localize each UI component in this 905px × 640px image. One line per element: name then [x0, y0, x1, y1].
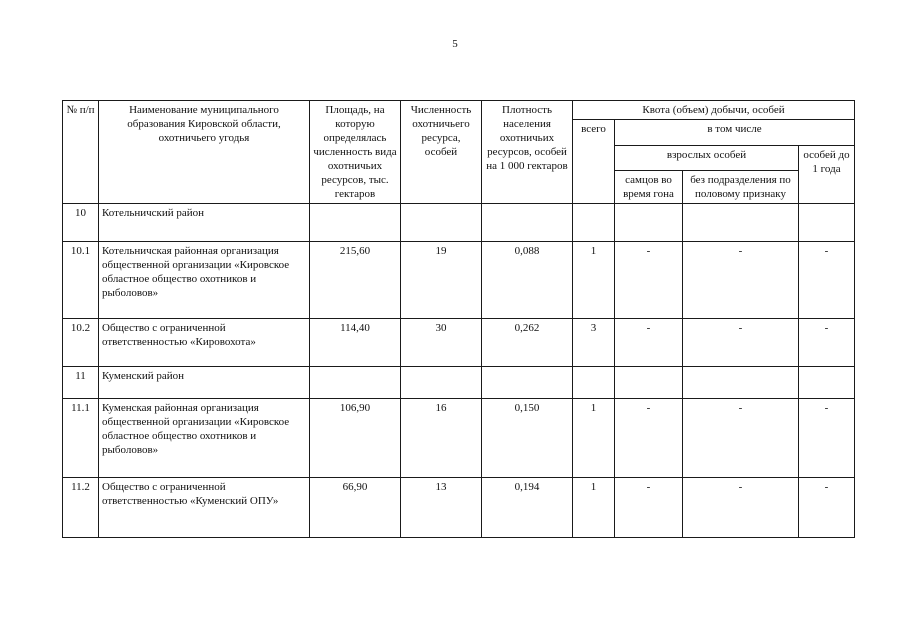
row-area: 215,60 — [310, 242, 401, 319]
row-name: Общество с ограниченной ответственностью «Кировохота» — [99, 319, 310, 367]
row-name: Куменский район — [99, 367, 310, 399]
row-num: 11.2 — [63, 478, 99, 538]
header-adults: взрослых особей — [615, 145, 799, 171]
header-males: самцов во время гона — [615, 171, 683, 204]
row-name: Общество с ограниченной ответственностью «Куменский ОПУ» — [99, 478, 310, 538]
quota-table — [62, 100, 855, 538]
row-name: Куменская районная организация общественной организации «Кировское областное общество охотников и рыболовов» — [99, 399, 310, 478]
row-males: - — [615, 399, 683, 478]
row-density — [482, 204, 573, 242]
row-young: - — [799, 399, 855, 478]
header-young: особей до 1 года — [799, 145, 855, 204]
row-density: 0,088 — [482, 242, 573, 319]
row-num: 11.1 — [63, 399, 99, 478]
row-total: 1 — [573, 478, 615, 538]
row-nosex: - — [683, 319, 799, 367]
row-name: Котельничский район — [99, 204, 310, 242]
row-males — [615, 367, 683, 399]
row-count: 30 — [401, 319, 482, 367]
row-area — [310, 367, 401, 399]
row-total: 1 — [573, 242, 615, 319]
row-count: 16 — [401, 399, 482, 478]
row-nosex — [683, 204, 799, 242]
header-density: Плотность населения охотничьих ресурсов, особей на 1 000 гектаров — [482, 101, 573, 204]
row-males: - — [615, 319, 683, 367]
table-row — [63, 367, 855, 399]
row-name: Котельничская районная организация общественной организации «Кировское областное общество охотников и рыболовов» — [99, 242, 310, 319]
row-num: 10.1 — [63, 242, 99, 319]
row-males — [615, 204, 683, 242]
header-area: Площадь, на которую определялась численность вида охотничьих ресурсов, тыс. гектаров — [310, 101, 401, 204]
page-number: 5 — [452, 38, 458, 50]
row-nosex — [683, 367, 799, 399]
row-density: 0,262 — [482, 319, 573, 367]
row-males: - — [615, 242, 683, 319]
header-name: Наименование муниципального образования Кировской области, охотничьего угодья — [99, 101, 310, 204]
row-count — [401, 367, 482, 399]
row-young — [799, 204, 855, 242]
table-header — [63, 101, 855, 204]
row-young: - — [799, 478, 855, 538]
header-total: всего — [573, 120, 615, 204]
row-area: 114,40 — [310, 319, 401, 367]
row-total — [573, 204, 615, 242]
row-males: - — [615, 478, 683, 538]
row-young: - — [799, 242, 855, 319]
table-row — [63, 242, 855, 319]
row-area: 106,90 — [310, 399, 401, 478]
row-num: 10 — [63, 204, 99, 242]
header-count: Численность охотничьего ресурса, особей — [401, 101, 482, 204]
table-row — [63, 204, 855, 242]
row-num: 10.2 — [63, 319, 99, 367]
table-row — [63, 399, 855, 478]
row-nosex: - — [683, 478, 799, 538]
row-area — [310, 204, 401, 242]
row-num: 11 — [63, 367, 99, 399]
row-count — [401, 204, 482, 242]
row-density: 0,194 — [482, 478, 573, 538]
table-row — [63, 319, 855, 367]
row-count: 13 — [401, 478, 482, 538]
row-area: 66,90 — [310, 478, 401, 538]
row-density — [482, 367, 573, 399]
header-including: в том числе — [615, 120, 855, 146]
row-young — [799, 367, 855, 399]
table-row — [63, 478, 855, 538]
row-count: 19 — [401, 242, 482, 319]
header-quota: Квота (объем) добычи, особей — [573, 101, 855, 120]
row-total — [573, 367, 615, 399]
row-total: 3 — [573, 319, 615, 367]
row-young: - — [799, 319, 855, 367]
header-num: № п/п — [63, 101, 99, 204]
row-total: 1 — [573, 399, 615, 478]
header-nosex: без подразделения по половому признаку — [683, 171, 799, 204]
row-nosex: - — [683, 242, 799, 319]
header-row-1 — [63, 101, 855, 120]
row-density: 0,150 — [482, 399, 573, 478]
row-nosex: - — [683, 399, 799, 478]
